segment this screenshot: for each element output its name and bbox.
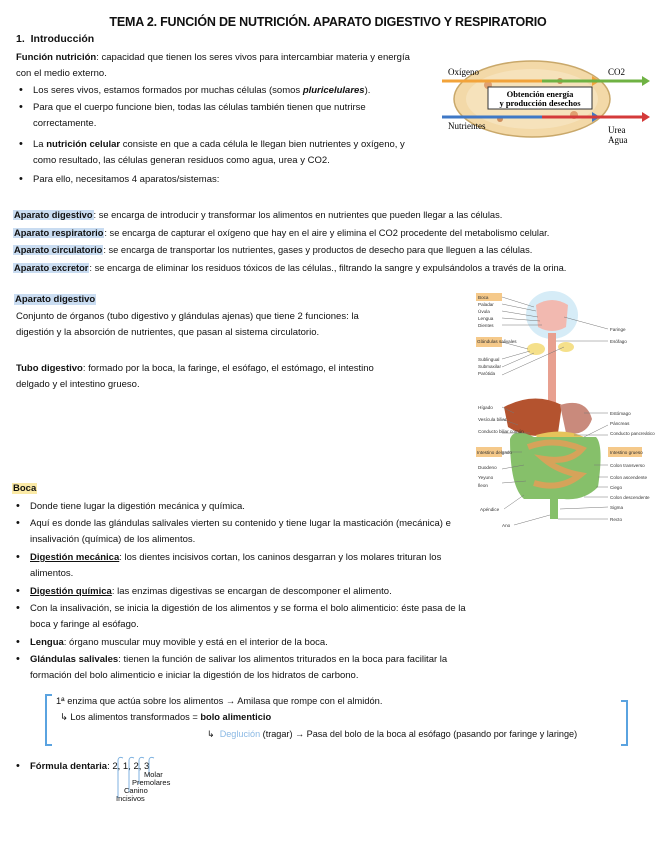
bullet-text: : las enzimas digestivas se encargan de descomponer el alimento. xyxy=(111,586,392,597)
tubo-text-2: delgado y el intestino grueso. xyxy=(16,378,140,390)
label-paladar: Paladar xyxy=(478,302,494,307)
system-text: : se encarga de introducir y transformar los alimentos en nutrientes que pueden llegar a las células. xyxy=(93,210,503,220)
intro-bullet-2 xyxy=(33,100,433,131)
label-esofago: Esófago xyxy=(610,339,627,344)
label-canino: Canino xyxy=(124,786,148,795)
urea-label: Urea xyxy=(608,125,626,135)
digestive-heading-text: Aparato digestivo xyxy=(15,294,96,305)
intro-bullet-3 xyxy=(33,137,438,168)
system-term: Aparato respiratorio xyxy=(14,227,104,238)
page-title: TEMA 2. FUNCIÓN DE NUTRICIÓN. APARATO DIGESTIVO Y RESPIRATORIO xyxy=(109,15,547,29)
definition-text-2: con el medio externo. xyxy=(16,67,107,79)
bullet-text: : los dientes incisivos cortan, los caninos desgarran y los molares trituran los xyxy=(119,552,442,563)
label-pancreas: Páncreas xyxy=(610,421,630,426)
label-yeyuno: Yeyuno xyxy=(478,475,494,480)
enzyme-text: (tragar) → Pasa del bolo de la boca al esófago (pasando por faringe y laringe) xyxy=(260,729,578,739)
boca-heading-text: Boca xyxy=(13,483,37,494)
arrow-icon: ↳ xyxy=(60,712,68,722)
label-sublingual: Sublingual xyxy=(478,357,500,362)
digestive-line-1: Conjunto de órganos (tubo digestivo y glándulas ajenas) que tiene 2 funciones: la xyxy=(16,311,359,322)
enzyme-line-1 xyxy=(56,694,616,710)
label-recto: Recto xyxy=(610,517,623,522)
label-duodeno: Duodeno xyxy=(478,465,497,470)
bullet-term: Glándulas salivales xyxy=(30,654,119,665)
intro-bullet-4 xyxy=(33,172,433,188)
intro-bullet-1 xyxy=(33,83,433,99)
boca-bullet-6 xyxy=(30,635,630,651)
label-sigma: Sigma xyxy=(610,505,624,510)
anatomy-svg xyxy=(474,287,655,535)
label-conducto-pancreatico: Conducto pancreático xyxy=(610,431,655,436)
tubo-term: Tubo digestivo xyxy=(16,363,83,374)
system-term: Aparato circulatorio xyxy=(14,245,103,255)
boca-bullet-3 xyxy=(30,550,630,581)
nutrition-definition xyxy=(16,50,436,81)
co2-label: CO2 xyxy=(608,67,626,77)
label-colon-ascendente: Colon ascendente xyxy=(610,475,648,480)
enzyme-text: 1ª enzima que actúa sobre los alimentos → Amilasa que rompe con el almidón. xyxy=(56,696,383,706)
digestive-system-diagram xyxy=(474,287,655,535)
label-estomago: Estómago xyxy=(610,411,631,416)
boca-bullet-7 xyxy=(30,652,630,683)
bullet-text: : órgano muscular muy movible y está en el interior de la boca. xyxy=(63,637,328,648)
label-apendice: Apéndice xyxy=(480,507,500,512)
systems-list xyxy=(13,207,653,277)
digestive-line-2: digestión y la absorción de nutrientes, que pasan al sistema circulatorio. xyxy=(16,326,320,338)
bullet-term: Digestión química xyxy=(30,586,112,597)
label-glandulas: Glándulas salivales xyxy=(477,339,517,344)
bullet-text-2: boca y faringe al esófago. xyxy=(30,618,139,630)
bullet-text: Aquí es donde las glándulas salivales vierten su contenido y tiene lugar la masticación (mecánica) e xyxy=(30,518,451,529)
enzyme-line-2 xyxy=(60,710,620,726)
label-incisivos: Incisivos xyxy=(116,794,145,803)
label-dientes: Dientes xyxy=(478,323,494,328)
formula-term: Fórmula dentaria xyxy=(30,761,108,772)
bullet-term: nutrición celular xyxy=(46,139,121,150)
cell-diagram-svg xyxy=(442,57,652,149)
oxygen-label: Oxígeno xyxy=(448,67,479,77)
label-vesicula: Vesícula biliar xyxy=(478,417,507,422)
deglucion-term: Deglución xyxy=(219,729,261,739)
system-excretory xyxy=(13,260,653,278)
bullet-text: Los seres vivos, estamos formados por muchas células (somos xyxy=(33,85,303,96)
label-intestino-delgado: Intestino delgado xyxy=(477,450,512,455)
label-uvula: Úvula xyxy=(478,309,490,314)
label-ciego: Ciego xyxy=(610,485,623,490)
bullet-text: Para ello, necesitamos 4 aparatos/sistemas: xyxy=(33,174,220,185)
water-label: Agua xyxy=(608,135,628,145)
label-colon-transverso: Colon transverso xyxy=(610,463,645,468)
enzyme-text: Los alimentos transformados = xyxy=(70,712,201,722)
bullet-text: consiste en que a cada célula le llegan bien nutrientes y oxígeno, y xyxy=(120,139,405,150)
cell-nutrition-diagram xyxy=(442,57,652,149)
label-boca: Boca xyxy=(478,295,489,300)
label-lengua: Lengua xyxy=(478,316,494,321)
boca-bullet-1 xyxy=(30,499,630,515)
bullet-term: Digestión mecánica xyxy=(30,552,120,563)
formula-dentaria xyxy=(30,759,330,775)
heading-number: 1. xyxy=(16,33,25,45)
bullet-term: Lengua xyxy=(30,637,64,648)
nutrients-label: Nutrientes xyxy=(448,121,486,131)
label-higado: Hígado xyxy=(478,405,493,410)
left-bracket xyxy=(45,694,52,746)
label-ileon: Íleon xyxy=(478,483,488,488)
enzyme-term: bolo alimenticio xyxy=(200,712,272,722)
intro-heading xyxy=(16,33,94,45)
box-label-2: y producción desechos xyxy=(499,98,581,108)
bullet-text-2: insalivación (química) de los alimentos. xyxy=(30,533,196,545)
bullet-text: : tienen la función de salivar los alimentos triturados en la boca para facilitar la xyxy=(118,654,448,665)
bullet-prefix: La xyxy=(33,139,47,150)
system-respiratory xyxy=(13,225,653,243)
system-text: : se encarga de capturar el oxígeno que hay en el aire y elimina el CO2 procedente del metabolismo celular. xyxy=(104,227,550,238)
system-digestive xyxy=(13,207,653,225)
label-molar: Molar xyxy=(144,770,163,779)
boca-bullet-2 xyxy=(30,516,630,547)
label-parotida: Parótida xyxy=(478,371,496,376)
label-intestino-grueso: Intestino grueso xyxy=(610,450,643,455)
label-ano: Ano xyxy=(502,523,511,528)
heading-text: Introducción xyxy=(30,33,95,45)
boca-heading xyxy=(12,483,37,494)
enzyme-line-3 xyxy=(207,727,627,743)
bullet-text: Para que el cuerpo funcione bien, todas las células también tienen que nutrirse xyxy=(33,102,366,113)
label-premolares: Premolares xyxy=(132,778,171,787)
system-term: Aparato digestivo xyxy=(14,210,93,220)
system-circulatory xyxy=(13,242,653,260)
formula-value: : 2, 1, 2, 3 xyxy=(107,761,150,772)
system-text: : se encarga de eliminar los residuos tóxicos de las células., filtrando la sangre y expulsándolos a través de la orina. xyxy=(89,262,567,273)
digestive-heading xyxy=(14,294,96,305)
boca-bullet-5 xyxy=(30,601,630,632)
bullet-text: Con la insalivación, se inicia la digestión de los alimentos y se forma el bolo alimenticio: éste pasa de la xyxy=(30,603,466,614)
tubo-digestivo xyxy=(16,361,461,392)
bullet-text-2: alimentos. xyxy=(30,567,74,579)
definition-term: Función nutrición xyxy=(16,52,97,63)
box-label-1: Obtención energía xyxy=(506,89,574,99)
label-conducto-biliar: Conducto biliar común xyxy=(478,429,524,434)
system-text: : se encarga de transportar los nutrientes, gases y productos de desecho para que lleguen a las células. xyxy=(103,245,533,255)
boca-bullet-4 xyxy=(30,584,630,600)
label-faringe: Faringe xyxy=(610,327,626,332)
tubo-text: : formado por la boca, la faringe, el esófago, el estómago, el intestino xyxy=(82,363,374,374)
bullet-emphasis: pluricelulares xyxy=(302,85,365,96)
label-colon-descendente: Colon descendente xyxy=(610,495,650,500)
bullet-text-2: como resultado, las células generan residuos como agua, urea y CO2. xyxy=(33,154,330,166)
system-term: Aparato excretor xyxy=(14,262,89,273)
bullet-text-end: ). xyxy=(364,85,371,96)
arrow-icon: ↳ xyxy=(207,729,215,739)
bullet-text: Donde tiene lugar la digestión mecánica y química. xyxy=(30,501,245,512)
bullet-text-2: correctamente. xyxy=(33,117,97,129)
label-submaxilar: Submaxilar xyxy=(478,364,501,369)
bullet-text-2: formación del bolo alimenticio e iniciar la digestión de los hidratos de carbono. xyxy=(30,669,359,681)
digestive-definition xyxy=(16,309,461,340)
definition-text: : capacidad que tienen los seres vivos para intercambiar materia y energía xyxy=(96,52,410,63)
